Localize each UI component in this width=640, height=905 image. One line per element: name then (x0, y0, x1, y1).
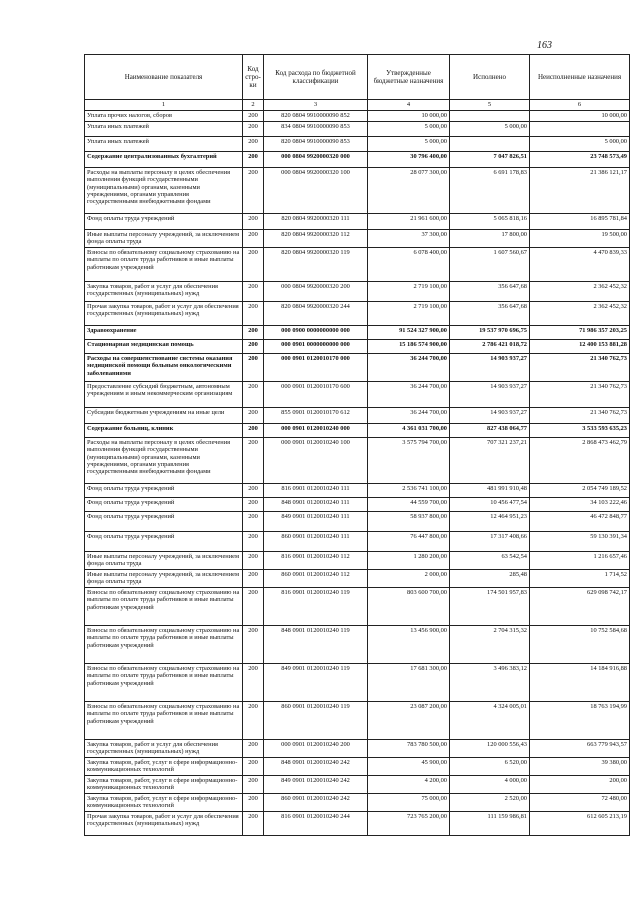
row-executed-amount: 707 321 237,21 (450, 438, 530, 484)
header-approved: Утвержденные бюджетные назначения (368, 55, 450, 100)
row-indicator-name: Здравоохранение (85, 326, 243, 340)
row-line-code: 200 (243, 111, 264, 122)
row-executed-amount: 14 903 937,27 (450, 382, 530, 408)
table-row (85, 794, 630, 812)
row-unexecuted-amount: 19 500,00 (530, 230, 630, 248)
row-line-code: 200 (243, 122, 264, 137)
table-row (85, 282, 630, 302)
row-approved-amount: 76 447 800,00 (368, 532, 450, 552)
row-budget-code: 000 0901 0120010240 200 (264, 740, 368, 758)
row-indicator-name: Субсидии бюджетным учреждениям на иные цели (85, 408, 243, 424)
row-executed-amount: 827 438 064,77 (450, 424, 530, 438)
row-approved-amount: 37 300,00 (368, 230, 450, 248)
row-approved-amount: 2 000,00 (368, 570, 450, 588)
row-unexecuted-amount: 2 054 749 189,52 (530, 484, 630, 498)
row-line-code: 200 (243, 408, 264, 424)
row-executed-amount: 7 047 826,51 (450, 152, 530, 168)
row-indicator-name: Предоставление субсидий бюджетным, автономным учреждениям и иным некоммерческим организациям (85, 382, 243, 408)
row-budget-code: 000 0804 9920000320 100 (264, 168, 368, 214)
row-budget-code: 820 0804 9920000320 111 (264, 214, 368, 230)
row-approved-amount: 45 900,00 (368, 758, 450, 776)
row-approved-amount: 21 961 600,00 (368, 214, 450, 230)
row-executed-amount: 111 159 986,81 (450, 812, 530, 836)
row-approved-amount: 91 524 327 900,00 (368, 326, 450, 340)
row-line-code: 200 (243, 794, 264, 812)
row-line-code: 200 (243, 702, 264, 740)
row-approved-amount: 75 000,00 (368, 794, 450, 812)
row-approved-amount: 36 244 700,00 (368, 382, 450, 408)
row-unexecuted-amount: 16 895 781,84 (530, 214, 630, 230)
table-row (85, 230, 630, 248)
row-executed-amount: 63 542,54 (450, 552, 530, 570)
row-line-code: 200 (243, 588, 264, 626)
row-unexecuted-amount: 5 000,00 (530, 137, 630, 152)
row-approved-amount: 723 765 200,00 (368, 812, 450, 836)
row-indicator-name: Закупка товаров, работ, услуг в сфере информационно-коммуникационных технологий (85, 794, 243, 812)
row-budget-code: 820 0804 9910000090 853 (264, 137, 368, 152)
budget-execution-table (84, 54, 630, 836)
table-row (85, 512, 630, 532)
row-unexecuted-amount: 4 470 839,33 (530, 248, 630, 282)
row-approved-amount: 3 575 794 700,00 (368, 438, 450, 484)
table-row (85, 570, 630, 588)
table-row (85, 532, 630, 552)
row-unexecuted-amount: 21 386 121,17 (530, 168, 630, 214)
table-row (85, 340, 630, 354)
row-indicator-name: Расходы на совершенствование системы оказания медицинской помощи больным онкологическими заболеваниями (85, 354, 243, 382)
row-unexecuted-amount: 200,00 (530, 776, 630, 794)
row-indicator-name: Стационарная медицинская помощь (85, 340, 243, 354)
row-budget-code: 000 0900 0000000000 000 (264, 326, 368, 340)
row-indicator-name: Фонд оплаты труда учреждений (85, 498, 243, 512)
row-unexecuted-amount: 21 340 762,73 (530, 354, 630, 382)
row-approved-amount: 13 456 900,00 (368, 626, 450, 664)
table-body (85, 111, 630, 836)
row-line-code: 200 (243, 248, 264, 282)
row-indicator-name: Иные выплаты персоналу учреждений, за исключением фонда оплаты труда (85, 230, 243, 248)
row-indicator-name: Содержание централизованных бухгалтерий (85, 152, 243, 168)
column-number: 6 (530, 100, 630, 111)
row-line-code: 200 (243, 282, 264, 302)
row-line-code: 200 (243, 664, 264, 702)
row-indicator-name: Взносы по обязательному социальному страхованию на выплаты по оплате труда работников и иные выплаты работникам учреждений (85, 626, 243, 664)
row-line-code: 200 (243, 740, 264, 758)
row-unexecuted-amount: 1 714,52 (530, 570, 630, 588)
table-row (85, 484, 630, 498)
row-unexecuted-amount: 2 868 473 462,79 (530, 438, 630, 484)
row-indicator-name: Фонд оплаты труда учреждений (85, 512, 243, 532)
row-executed-amount: 2 704 315,32 (450, 626, 530, 664)
row-budget-code: 860 0901 0120010240 242 (264, 794, 368, 812)
row-executed-amount: 10 456 477,54 (450, 498, 530, 512)
row-executed-amount: 2 520,00 (450, 794, 530, 812)
row-executed-amount: 5 000,00 (450, 122, 530, 137)
table-row (85, 302, 630, 326)
table-row (85, 498, 630, 512)
row-executed-amount: 17 317 408,66 (450, 532, 530, 552)
row-budget-code: 820 0804 9920000320 112 (264, 230, 368, 248)
column-number: 5 (450, 100, 530, 111)
page-number: 163 (537, 40, 552, 51)
row-unexecuted-amount: 39 380,00 (530, 758, 630, 776)
header-budget-code: Код расхода по бюджетной классификации (264, 55, 368, 100)
row-budget-code: 860 0901 0120010240 112 (264, 570, 368, 588)
row-indicator-name: Фонд оплаты труда учреждений (85, 532, 243, 552)
row-unexecuted-amount: 663 779 943,57 (530, 740, 630, 758)
row-line-code: 200 (243, 776, 264, 794)
table-row (85, 382, 630, 408)
row-unexecuted-amount: 10 000,00 (530, 111, 630, 122)
row-budget-code: 849 0901 0120010240 119 (264, 664, 368, 702)
row-indicator-name: Закупка товаров, работ, услуг в сфере информационно-коммуникационных технологий (85, 758, 243, 776)
row-line-code: 200 (243, 302, 264, 326)
row-executed-amount: 12 464 951,23 (450, 512, 530, 532)
row-budget-code: 000 0901 0120010240 100 (264, 438, 368, 484)
row-approved-amount: 783 780 500,00 (368, 740, 450, 758)
row-executed-amount: 285,48 (450, 570, 530, 588)
row-indicator-name: Содержание больниц, клиник (85, 424, 243, 438)
row-approved-amount: 28 077 300,00 (368, 168, 450, 214)
row-line-code: 200 (243, 424, 264, 438)
row-executed-amount: 1 607 560,67 (450, 248, 530, 282)
row-budget-code: 849 0901 0120010240 111 (264, 512, 368, 532)
row-unexecuted-amount: 59 130 391,34 (530, 532, 630, 552)
table-row (85, 424, 630, 438)
row-budget-code: 848 0901 0120010240 242 (264, 758, 368, 776)
row-approved-amount: 15 186 574 900,00 (368, 340, 450, 354)
row-budget-code: 000 0901 0120010240 000 (264, 424, 368, 438)
row-approved-amount: 36 244 700,00 (368, 408, 450, 424)
row-budget-code: 860 0901 0120010240 111 (264, 532, 368, 552)
row-line-code: 200 (243, 570, 264, 588)
row-line-code: 200 (243, 152, 264, 168)
row-executed-amount: 6 520,00 (450, 758, 530, 776)
row-budget-code: 816 0901 0120010240 111 (264, 484, 368, 498)
row-approved-amount: 58 937 800,00 (368, 512, 450, 532)
row-budget-code: 000 0901 0000000000 000 (264, 340, 368, 354)
row-indicator-name: Закупка товаров, работ, услуг в сфере информационно-коммуникационных технологий (85, 776, 243, 794)
row-approved-amount: 2 719 100,00 (368, 282, 450, 302)
row-approved-amount: 4 200,00 (368, 776, 450, 794)
table-row (85, 152, 630, 168)
row-budget-code: 816 0901 0120010240 119 (264, 588, 368, 626)
row-approved-amount: 5 000,00 (368, 137, 450, 152)
row-line-code: 200 (243, 230, 264, 248)
column-number-row (85, 100, 630, 111)
row-indicator-name: Прочая закупка товаров, работ и услуг для обеспечения государственных (муниципальных) нужд (85, 302, 243, 326)
row-unexecuted-amount: 1 216 657,46 (530, 552, 630, 570)
row-budget-code: 848 0901 0120010240 119 (264, 626, 368, 664)
row-unexecuted-amount: 46 472 848,77 (530, 512, 630, 532)
row-approved-amount: 2 536 741 100,00 (368, 484, 450, 498)
row-unexecuted-amount: 612 605 213,19 (530, 812, 630, 836)
table-row (85, 214, 630, 230)
row-approved-amount: 4 361 031 700,00 (368, 424, 450, 438)
row-budget-code: 820 0804 9910000090 852 (264, 111, 368, 122)
table-row (85, 326, 630, 340)
row-approved-amount: 44 559 700,00 (368, 498, 450, 512)
table-row (85, 122, 630, 137)
row-indicator-name: Закупка товаров, работ и услуг для обеспечения государственных (муниципальных) нужд (85, 740, 243, 758)
table-row (85, 812, 630, 836)
row-budget-code: 000 0901 0120010170 600 (264, 382, 368, 408)
row-executed-amount: 14 903 937,27 (450, 354, 530, 382)
row-executed-amount: 356 647,68 (450, 282, 530, 302)
header-executed: Исполнено (450, 55, 530, 100)
row-approved-amount: 36 244 700,00 (368, 354, 450, 382)
row-line-code: 200 (243, 438, 264, 484)
row-budget-code: 816 0901 0120010240 244 (264, 812, 368, 836)
row-line-code: 200 (243, 758, 264, 776)
table-row (85, 438, 630, 484)
row-unexecuted-amount: 23 748 573,49 (530, 152, 630, 168)
row-line-code: 200 (243, 340, 264, 354)
table-row (85, 702, 630, 740)
row-approved-amount: 2 719 100,00 (368, 302, 450, 326)
row-approved-amount: 17 681 300,00 (368, 664, 450, 702)
row-indicator-name: Взносы по обязательному социальному страхованию на выплаты по оплате труда работников и иные выплаты работникам учреждений (85, 588, 243, 626)
row-executed-amount: 5 065 818,16 (450, 214, 530, 230)
row-budget-code: 848 0901 0120010240 111 (264, 498, 368, 512)
row-unexecuted-amount: 629 098 742,17 (530, 588, 630, 626)
row-executed-amount: 14 903 937,27 (450, 408, 530, 424)
row-approved-amount: 1 280 200,00 (368, 552, 450, 570)
row-indicator-name: Расходы на выплаты персоналу в целях обеспечения выполнения функций государственными (муниципальными) органами, казенными учреждениями, органами управления государственными внебюджетными фондами (85, 438, 243, 484)
row-line-code: 200 (243, 484, 264, 498)
table-row (85, 354, 630, 382)
row-line-code: 200 (243, 137, 264, 152)
row-budget-code: 820 0804 9920000320 119 (264, 248, 368, 282)
row-executed-amount: 4 324 005,01 (450, 702, 530, 740)
row-indicator-name: Фонд оплаты труда учреждений (85, 214, 243, 230)
row-line-code: 200 (243, 214, 264, 230)
row-executed-amount: 19 537 970 696,75 (450, 326, 530, 340)
column-number: 2 (243, 100, 264, 111)
row-unexecuted-amount: 21 340 762,73 (530, 382, 630, 408)
row-executed-amount: 356 647,68 (450, 302, 530, 326)
row-indicator-name: Иные выплаты персоналу учреждений, за исключением фонда оплаты труда (85, 552, 243, 570)
row-budget-code: 834 0804 9910000090 853 (264, 122, 368, 137)
row-executed-amount (450, 137, 530, 152)
table-row (85, 776, 630, 794)
row-budget-code: 849 0901 0120010240 242 (264, 776, 368, 794)
row-indicator-name: Расходы на выплаты персоналу в целях обеспечения выполнения функций государственными (муниципальными) органами, казенными учреждениями, органами управления государственными внебюджетными фондами (85, 168, 243, 214)
row-unexecuted-amount: 34 103 222,46 (530, 498, 630, 512)
row-indicator-name: Взносы по обязательному социальному страхованию на выплаты по оплате труда работников и иные выплаты работникам учреждений (85, 702, 243, 740)
row-line-code: 200 (243, 168, 264, 214)
table-row (85, 588, 630, 626)
header-row (85, 55, 630, 100)
row-executed-amount: 3 496 383,12 (450, 664, 530, 702)
row-line-code: 200 (243, 552, 264, 570)
row-unexecuted-amount: 10 752 584,68 (530, 626, 630, 664)
row-indicator-name: Уплата иных платежей (85, 122, 243, 137)
row-executed-amount: 120 000 556,43 (450, 740, 530, 758)
table-row (85, 137, 630, 152)
row-unexecuted-amount: 12 400 153 881,28 (530, 340, 630, 354)
row-line-code: 200 (243, 532, 264, 552)
row-executed-amount: 174 501 957,83 (450, 588, 530, 626)
row-indicator-name: Взносы по обязательному социальному страхованию на выплаты по оплате труда работников и иные выплаты работникам учреждений (85, 248, 243, 282)
table-row (85, 552, 630, 570)
row-budget-code: 816 0901 0120010240 112 (264, 552, 368, 570)
row-budget-code: 000 0804 9920000320 200 (264, 282, 368, 302)
row-executed-amount: 17 800,00 (450, 230, 530, 248)
row-line-code: 200 (243, 354, 264, 382)
row-unexecuted-amount (530, 122, 630, 137)
column-number: 3 (264, 100, 368, 111)
row-budget-code: 820 0804 9920000320 244 (264, 302, 368, 326)
row-unexecuted-amount: 14 184 916,88 (530, 664, 630, 702)
row-line-code: 200 (243, 626, 264, 664)
row-budget-code: 855 0901 0120010170 612 (264, 408, 368, 424)
row-indicator-name: Прочая закупка товаров, работ и услуг для обеспечения государственных (муниципальных) нужд (85, 812, 243, 836)
row-executed-amount: 4 000,00 (450, 776, 530, 794)
column-number: 1 (85, 100, 243, 111)
table-row (85, 408, 630, 424)
row-executed-amount: 481 991 910,48 (450, 484, 530, 498)
table-row (85, 664, 630, 702)
row-line-code: 200 (243, 512, 264, 532)
row-line-code: 200 (243, 382, 264, 408)
table-row (85, 111, 630, 122)
row-budget-code: 000 0804 9920000320 000 (264, 152, 368, 168)
row-indicator-name: Фонд оплаты труда учреждений (85, 484, 243, 498)
row-executed-amount: 6 691 178,83 (450, 168, 530, 214)
row-unexecuted-amount: 21 340 762,73 (530, 408, 630, 424)
row-approved-amount: 23 087 200,00 (368, 702, 450, 740)
row-approved-amount: 10 000,00 (368, 111, 450, 122)
table-row (85, 168, 630, 214)
row-line-code: 200 (243, 812, 264, 836)
header-unexecuted: Неисполненные назначения (530, 55, 630, 100)
row-executed-amount (450, 111, 530, 122)
row-executed-amount: 2 786 421 018,72 (450, 340, 530, 354)
table-row (85, 248, 630, 282)
table-row (85, 740, 630, 758)
row-unexecuted-amount: 72 480,00 (530, 794, 630, 812)
row-approved-amount: 5 000,00 (368, 122, 450, 137)
row-line-code: 200 (243, 498, 264, 512)
row-approved-amount: 30 796 400,00 (368, 152, 450, 168)
header-indicator-name: Наименование показателя (85, 55, 243, 100)
table-row (85, 758, 630, 776)
table-row (85, 626, 630, 664)
row-indicator-name: Взносы по обязательному социальному страхованию на выплаты по оплате труда работников и иные выплаты работникам учреждений (85, 664, 243, 702)
row-unexecuted-amount: 2 362 452,32 (530, 282, 630, 302)
row-line-code: 200 (243, 326, 264, 340)
row-unexecuted-amount: 2 362 452,32 (530, 302, 630, 326)
row-unexecuted-amount: 71 986 357 203,25 (530, 326, 630, 340)
row-indicator-name: Уплата иных платежей (85, 137, 243, 152)
row-approved-amount: 803 600 700,00 (368, 588, 450, 626)
row-budget-code: 860 0901 0120010240 119 (264, 702, 368, 740)
row-indicator-name: Иные выплаты персоналу учреждений, за исключением фонда оплаты труда (85, 570, 243, 588)
row-budget-code: 000 0901 0120010170 000 (264, 354, 368, 382)
row-indicator-name: Уплата прочих налогов, сборов (85, 111, 243, 122)
row-approved-amount: 6 078 400,00 (368, 248, 450, 282)
column-number: 4 (368, 100, 450, 111)
header-line-code: Код стро-ки (243, 55, 264, 100)
row-unexecuted-amount: 3 533 593 635,23 (530, 424, 630, 438)
row-unexecuted-amount: 18 763 194,99 (530, 702, 630, 740)
row-indicator-name: Закупка товаров, работ и услуг для обеспечения государственных (муниципальных) нужд (85, 282, 243, 302)
